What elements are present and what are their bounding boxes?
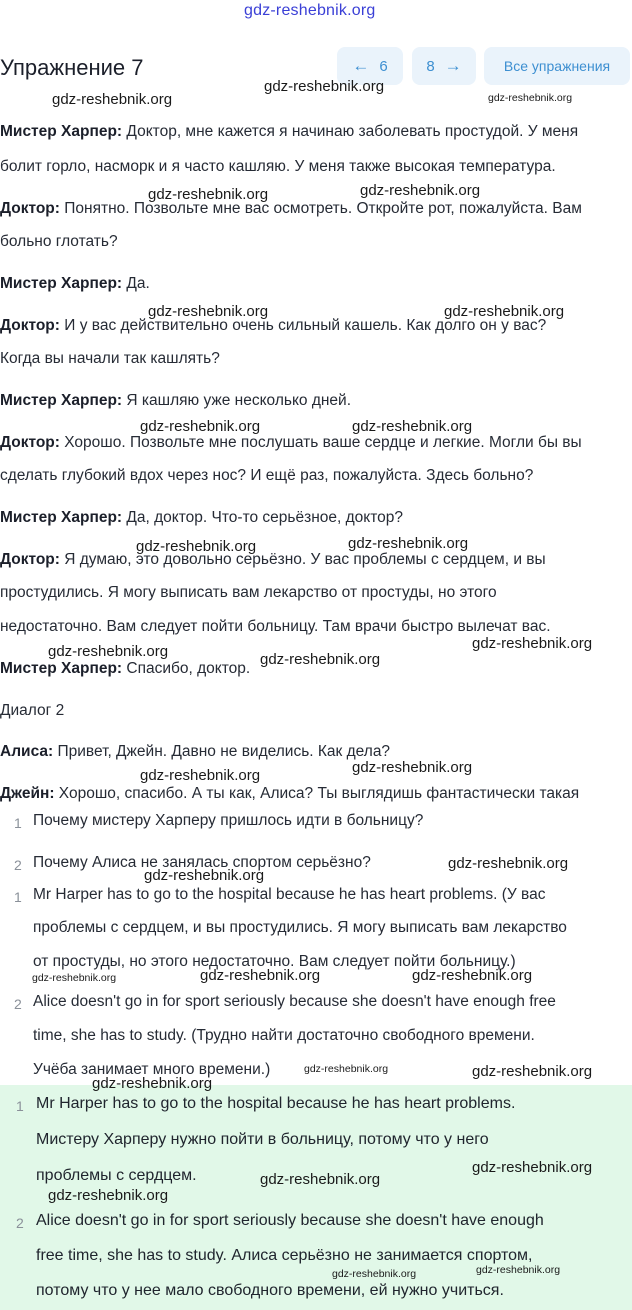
dialog-line: Мистер Харпер: Спасибо, доктор. <box>0 660 251 677</box>
watermark: gdz-reshebnik.org <box>260 1171 381 1188</box>
dialog-line: Джейн: Хорошо, спасибо. А ты как, Алиса? Ты выглядишь фантастически такая <box>0 785 580 802</box>
watermark: gdz-reshebnik.org <box>136 538 257 555</box>
answer-line: Учёба занимает много времени.) <box>33 1061 271 1078</box>
dialog-line: Доктор: Хорошо. Позвольте мне послушать ваше сердце и легкие. Могли бы вы <box>0 434 582 451</box>
watermark: gdz-reshebnik.org <box>148 186 269 203</box>
dialog-line: недостаточно. Вам следует пойти больницу. Там врачи быстро вылечат вас. <box>0 618 551 635</box>
answer-line: проблемы с сердцем, и вы простудились. Я могу выписать вам лекарство <box>33 919 567 936</box>
watermark: gdz-reshebnik.org <box>352 759 473 776</box>
dialog-line: Мистер Харпер: Доктор, мне кажется я начинаю заболевать простудой. У меня <box>0 123 579 140</box>
answer-number: 1 <box>16 1098 24 1114</box>
watermark: gdz-reshebnik.org <box>360 182 481 199</box>
answer-line: free time, she has to study. Алиса серьёзно не занимается спортом, <box>36 1247 533 1264</box>
watermark: gdz-reshebnik.org <box>412 967 533 984</box>
answer-line: потому что у нее мало свободного времени, ей нужно учиться. <box>36 1282 504 1299</box>
answer-line: Alice doesn't go in for sport seriously because she doesn't have enough <box>36 1212 544 1229</box>
question-number: 2 <box>14 857 22 873</box>
dialog-line: болит горло, насморк и я часто кашляю. У меня также высокая температура. <box>0 158 556 175</box>
dialog-line: Мистер Харпер: Да. <box>0 275 150 292</box>
site-watermark-top: gdz-reshebnik.org <box>244 2 376 19</box>
answer-number: 1 <box>14 889 22 905</box>
question-text: Почему мистеру Харперу пришлось идти в больницу? <box>33 812 424 829</box>
dialog-line: Доктор: Понятно. Позвольте мне вас осмотреть. Откройте рот, пожалуйста. Вам <box>0 200 582 217</box>
dialog-line: Доктор: Я думаю, это довольно серьёзно. У вас проблемы с сердцем, и вы <box>0 551 546 568</box>
prev-exercise-label: 6 <box>379 57 388 75</box>
watermark: gdz-reshebnik.org <box>140 418 261 435</box>
answer-line: Alice doesn't go in for sport seriously because she doesn't have enough free <box>33 993 556 1010</box>
next-exercise-button[interactable] <box>412 47 476 85</box>
watermark: gdz-reshebnik.org <box>332 1268 417 1280</box>
watermark: gdz-reshebnik.org <box>200 967 321 984</box>
question-number: 1 <box>14 815 22 831</box>
arrow-left-icon: ← <box>352 56 370 75</box>
dialog-line: Мистер Харпер: Да, доктор. Что-то серьёзное, доктор? <box>0 509 404 526</box>
watermark: gdz-reshebnik.org <box>32 972 117 984</box>
dialog-line: сделать глубокий вдох через нос? И ещё раз, пожалуйста. Здесь больно? <box>0 467 534 484</box>
answer-line: Мистеру Харперу нужно пойти в больницу, потому что у него <box>36 1131 489 1148</box>
watermark: gdz-reshebnik.org <box>92 1075 213 1092</box>
dialog-line: простудились. Я могу выписать вам лекарство от простуды, но этого <box>0 584 497 601</box>
page-title: Упражнение 7 <box>0 55 144 80</box>
all-exercises-button[interactable]: Все упражнения <box>484 47 630 85</box>
watermark: gdz-reshebnik.org <box>48 643 169 660</box>
watermark: gdz-reshebnik.org <box>352 418 473 435</box>
answer-line: Mr Harper has to go to the hospital because he has heart problems. (У вас <box>33 886 546 903</box>
watermark: gdz-reshebnik.org <box>304 1063 389 1075</box>
answer-number: 2 <box>14 996 22 1012</box>
watermark: gdz-reshebnik.org <box>472 1159 593 1176</box>
question-text: Почему Алиса не занялась спортом серьёзно? <box>33 854 371 871</box>
answer-line: time, she has to study. (Трудно найти достаточно свободного времени. <box>33 1027 535 1044</box>
watermark: gdz-reshebnik.org <box>472 1063 593 1080</box>
watermark: gdz-reshebnik.org <box>48 1187 169 1204</box>
dialog-line: Мистер Харпер: Я кашляю уже несколько дней. <box>0 392 352 409</box>
arrow-right-icon: → <box>444 56 462 75</box>
next-exercise-label: 8 <box>426 57 435 75</box>
watermark: gdz-reshebnik.org <box>140 767 261 784</box>
dialog-heading: Диалог 2 <box>0 702 65 719</box>
watermark: gdz-reshebnik.org <box>444 303 565 320</box>
dialog-line: Доктор: И у вас действительно очень сильный кашель. Как долго он у вас? <box>0 317 547 334</box>
watermark: gdz-reshebnik.org <box>144 867 265 884</box>
watermark: gdz-reshebnik.org <box>472 635 593 652</box>
watermark: gdz-reshebnik.org <box>488 92 573 104</box>
watermark: gdz-reshebnik.org <box>260 651 381 668</box>
dialog-line: больно глотать? <box>0 233 118 250</box>
watermark: gdz-reshebnik.org <box>52 91 173 108</box>
answer-line: Mr Harper has to go to the hospital because he has heart problems. <box>36 1095 516 1112</box>
watermark: gdz-reshebnik.org <box>348 535 469 552</box>
watermark: gdz-reshebnik.org <box>476 1264 561 1276</box>
watermark: gdz-reshebnik.org <box>264 78 385 95</box>
dialog-line: Когда вы начали так кашлять? <box>0 350 220 367</box>
answer-line: от простуды, но этого недостаточно. Вам следует пойти больницу.) <box>33 953 516 970</box>
dialog-line: Алиса: Привет, Джейн. Давно не виделись. Как дела? <box>0 743 391 760</box>
answer-line: проблемы с сердцем. <box>36 1167 197 1184</box>
answer-number: 2 <box>16 1215 24 1231</box>
watermark: gdz-reshebnik.org <box>448 855 569 872</box>
watermark: gdz-reshebnik.org <box>148 303 269 320</box>
